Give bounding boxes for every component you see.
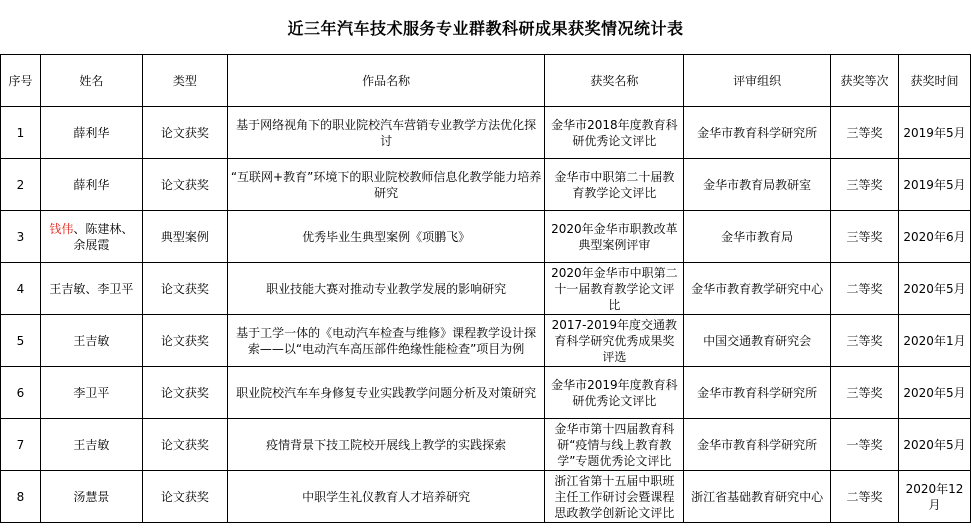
page-title: 近三年汽车技术服务专业群教科研成果获奖情况统计表 — [287, 18, 684, 38]
header-type: 类型 — [142, 55, 227, 107]
cell-level: 二等奖 — [831, 471, 899, 523]
cell-award: 2020年金华市中职第二十一届教育教学论文评比 — [545, 263, 684, 315]
table-row — [1, 367, 971, 419]
cell-name: 王吉敏 — [40, 419, 142, 471]
cell-level: 一等奖 — [831, 419, 899, 471]
cell-time: 2019年5月 — [899, 107, 971, 159]
cell-no: 7 — [1, 419, 41, 471]
cell-level: 三等奖 — [831, 315, 899, 367]
cell-award: 金华市第十四届教育科研“疫情与线上教育教学”专题优秀论文评比 — [545, 419, 684, 471]
cell-time: 2020年12月 — [899, 471, 971, 523]
cell-name — [40, 211, 142, 263]
cell-time: 2020年5月 — [899, 263, 971, 315]
cell-name: 薛利华 — [40, 159, 142, 211]
table-row — [1, 159, 971, 211]
cell-level: 三等奖 — [831, 107, 899, 159]
cell-work: 职业院校汽车车身修复专业实践教学问题分析及对策研究 — [227, 367, 545, 419]
cell-work: 职业技能大赛对推动专业教学发展的影响研究 — [227, 263, 545, 315]
cell-org: 金华市教育局教研室 — [684, 159, 831, 211]
cell-org: 中国交通教育研究会 — [684, 315, 831, 367]
cell-no: 6 — [1, 367, 41, 419]
highlighted-name: 钱伟 — [49, 221, 74, 236]
cell-name: 李卫平 — [40, 367, 142, 419]
cell-no: 4 — [1, 263, 41, 315]
cell-type: 论文获奖 — [142, 107, 227, 159]
cell-time: 2019年5月 — [899, 159, 971, 211]
cell-award: 2017-2019年度交通教育科学研究优秀成果奖评选 — [545, 315, 684, 367]
header-work: 作品名称 — [227, 55, 545, 107]
cell-type: 论文获奖 — [142, 471, 227, 523]
cell-time: 2020年1月 — [899, 315, 971, 367]
header-org: 评审组织 — [684, 55, 831, 107]
cell-time: 2020年5月 — [899, 367, 971, 419]
cell-name: 薛利华 — [40, 107, 142, 159]
cell-org: 浙江省基础教育研究中心 — [684, 471, 831, 523]
cell-award: 金华市2019年度教育科研优秀论文评比 — [545, 367, 684, 419]
cell-name: 王吉敏、李卫平 — [40, 263, 142, 315]
cell-time: 2020年5月 — [899, 419, 971, 471]
table-row — [1, 419, 971, 471]
cell-type: 论文获奖 — [142, 367, 227, 419]
cell-no: 3 — [1, 211, 41, 263]
cell-org: 金华市教育教学研究中心 — [684, 263, 831, 315]
other-names: 、陈建林、余展霞 — [73, 221, 134, 252]
cell-award: 浙江省第十五届中职班主任工作研讨会暨课程思政教学创新论文评比 — [545, 471, 684, 523]
cell-org: 金华市教育局 — [684, 211, 831, 263]
cell-no: 8 — [1, 471, 41, 523]
cell-award: 2020年金华市职教改革典型案例评审 — [545, 211, 684, 263]
cell-level: 三等奖 — [831, 367, 899, 419]
cell-no: 1 — [1, 107, 41, 159]
table-header-row — [1, 55, 971, 107]
cell-no: 2 — [1, 159, 41, 211]
cell-award: 金华市中职第二十届教育教学论文评比 — [545, 159, 684, 211]
cell-name: 汤慧景 — [40, 471, 142, 523]
cell-no: 5 — [1, 315, 41, 367]
cell-type: 论文获奖 — [142, 159, 227, 211]
cell-award: 金华市2018年度教育科研优秀论文评比 — [545, 107, 684, 159]
cell-org: 金华市教育科学研究所 — [684, 367, 831, 419]
cell-work: “互联网+教育”环境下的职业院校教师信息化教学能力培养研究 — [227, 159, 545, 211]
table-row — [1, 263, 971, 315]
header-no: 序号 — [1, 55, 41, 107]
cell-work: 优秀毕业生典型案例《项鹏飞》 — [227, 211, 545, 263]
cell-type: 论文获奖 — [142, 263, 227, 315]
table-row — [1, 471, 971, 523]
cell-time: 2020年6月 — [899, 211, 971, 263]
header-time: 获奖时间 — [899, 55, 971, 107]
cell-work: 中职学生礼仪教育人才培养研究 — [227, 471, 545, 523]
cell-org: 金华市教育科学研究所 — [684, 419, 831, 471]
cell-level: 三等奖 — [831, 211, 899, 263]
header-name: 姓名 — [40, 55, 142, 107]
table-row — [1, 107, 971, 159]
cell-level: 三等奖 — [831, 159, 899, 211]
cell-work: 基于工学一体的《电动汽车检查与维修》课程教学设计探索——以“电动汽车高压部件绝缘性能检查”项目为例 — [227, 315, 545, 367]
cell-org: 金华市教育科学研究所 — [684, 107, 831, 159]
cell-type: 典型案例 — [142, 211, 227, 263]
table-row — [1, 211, 971, 263]
cell-type: 论文获奖 — [142, 315, 227, 367]
cell-work: 疫情背景下技工院校开展线上教学的实践探索 — [227, 419, 545, 471]
cell-work: 基于网络视角下的职业院校汽车营销专业教学方法优化探讨 — [227, 107, 545, 159]
awards-table — [0, 54, 971, 523]
cell-level: 二等奖 — [831, 263, 899, 315]
header-award: 获奖名称 — [545, 55, 684, 107]
table-row — [1, 315, 971, 367]
cell-name: 王吉敏 — [40, 315, 142, 367]
header-level: 获奖等次 — [831, 55, 899, 107]
cell-type: 论文获奖 — [142, 419, 227, 471]
